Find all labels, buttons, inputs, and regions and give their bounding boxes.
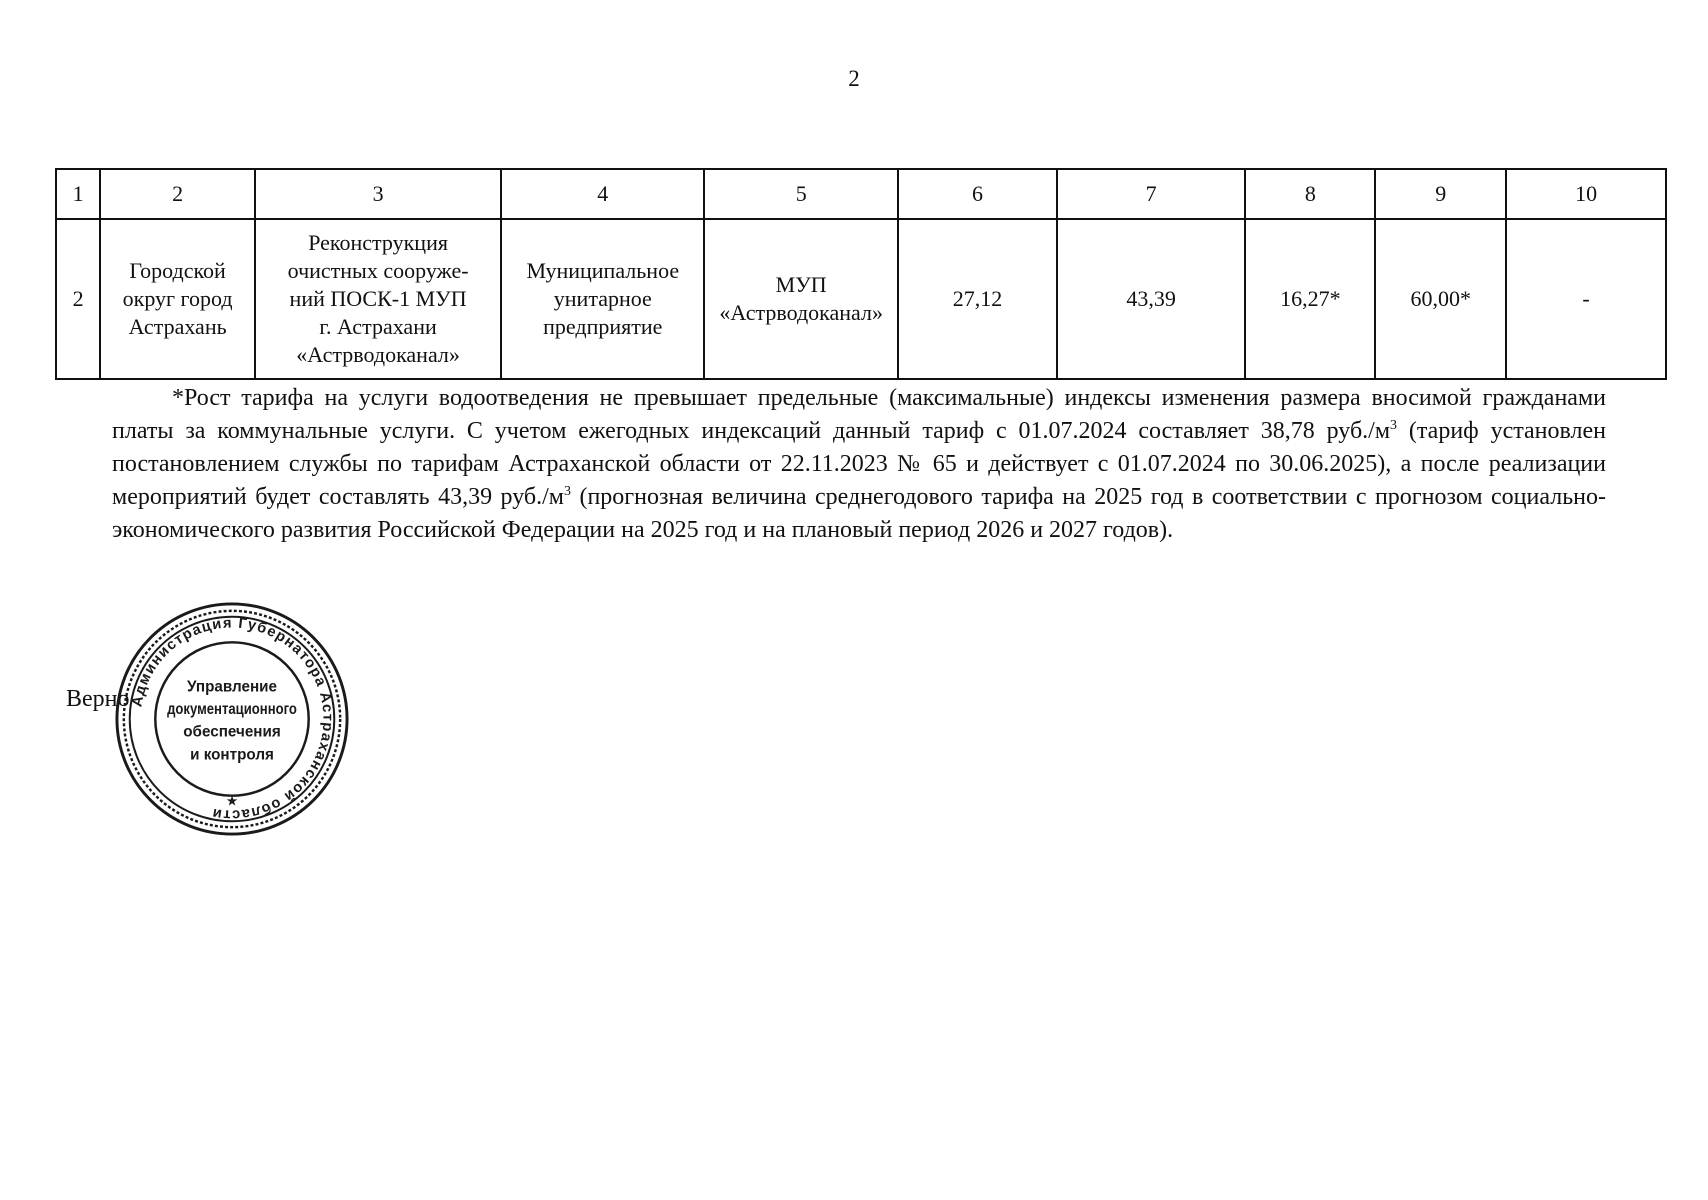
- table-row: [56, 219, 1666, 379]
- header-cell: 5: [704, 169, 898, 219]
- value-cell: 16,27*: [1245, 219, 1375, 379]
- value-cell: -: [1506, 219, 1666, 379]
- footnote: [112, 382, 1606, 547]
- project-cell: [255, 219, 501, 379]
- verno-label: Верно: [66, 686, 130, 712]
- organization-cell: [704, 219, 898, 379]
- table-header-row: [56, 169, 1666, 219]
- municipality-cell: [100, 219, 255, 379]
- stamp-line: документационного: [167, 701, 297, 719]
- cell-line: предприятие: [543, 314, 663, 340]
- cell-line: г. Астрахани: [319, 314, 437, 340]
- cell-line: очистных сооруже-: [287, 257, 469, 283]
- header-cell: 10: [1506, 169, 1666, 219]
- official-stamp: [114, 601, 350, 837]
- page-number: 2: [848, 66, 860, 91]
- header-cell: 1: [56, 169, 100, 219]
- header-cell: 2: [100, 169, 255, 219]
- stamp-line: Управление: [186, 678, 278, 696]
- cell-line: «Астрводоканал»: [296, 342, 460, 368]
- tariff-table: [55, 168, 1667, 380]
- cell-line: Городской: [129, 257, 226, 283]
- cell-line: МУП: [775, 271, 827, 297]
- cell-line: «Астрводоканал»: [719, 300, 883, 325]
- stamp-ring-text: Администрация Губернатора Астраханской области: [129, 615, 336, 823]
- cell-line: Реконструкция: [308, 229, 448, 255]
- footnote-text: (прогнозная величина среднегодового тарифа на 2025 год в соответствии с прогнозом социально-экономического развития Российской Федерации на 2025 год и на плановый период 2026 и 2027 годов).: [112, 484, 1606, 543]
- value-cell: 60,00*: [1375, 219, 1506, 379]
- row-number-cell: 2: [56, 219, 100, 379]
- header-cell: 7: [1057, 169, 1246, 219]
- cell-line: округ город: [122, 285, 233, 311]
- org-form-cell: [501, 219, 704, 379]
- superscript: 3: [563, 484, 571, 499]
- stamp-star: ★: [225, 793, 239, 810]
- header-cell: 4: [501, 169, 704, 219]
- cell-line: унитарное: [553, 285, 652, 311]
- cell-line: ний ПОСК-1 МУП: [289, 285, 467, 311]
- value-cell: 43,39: [1057, 219, 1246, 379]
- value-cell: 27,12: [898, 219, 1057, 379]
- header-cell: 3: [255, 169, 501, 219]
- superscript: 3: [1390, 418, 1398, 433]
- stamp-line: обеспечения: [183, 723, 281, 741]
- cell-line: Муниципальное: [526, 257, 680, 283]
- cell-line: Астрахань: [128, 314, 227, 340]
- footnote-text: *Рост тарифа на услуги водоотведения не превышает предельные (максимальные) индексы изменения размера вносимой гражданами платы за коммунальные услуги. С учетом ежегодных индексаций данный тариф с 01.07.2024 составляет 38,78 руб./м: [112, 385, 1606, 444]
- header-cell: 8: [1245, 169, 1375, 219]
- header-cell: 6: [898, 169, 1057, 219]
- header-cell: 9: [1375, 169, 1506, 219]
- stamp-line: и контроля: [190, 746, 274, 764]
- footnote-text: (тариф установлен постановлением службы по тарифам Астраханской области от 22.11.2023 № 65 и действует с 01.07.2024 по 30.06.2025), а после реализации мероприятий будет составлять 43,39 руб./м: [112, 418, 1606, 510]
